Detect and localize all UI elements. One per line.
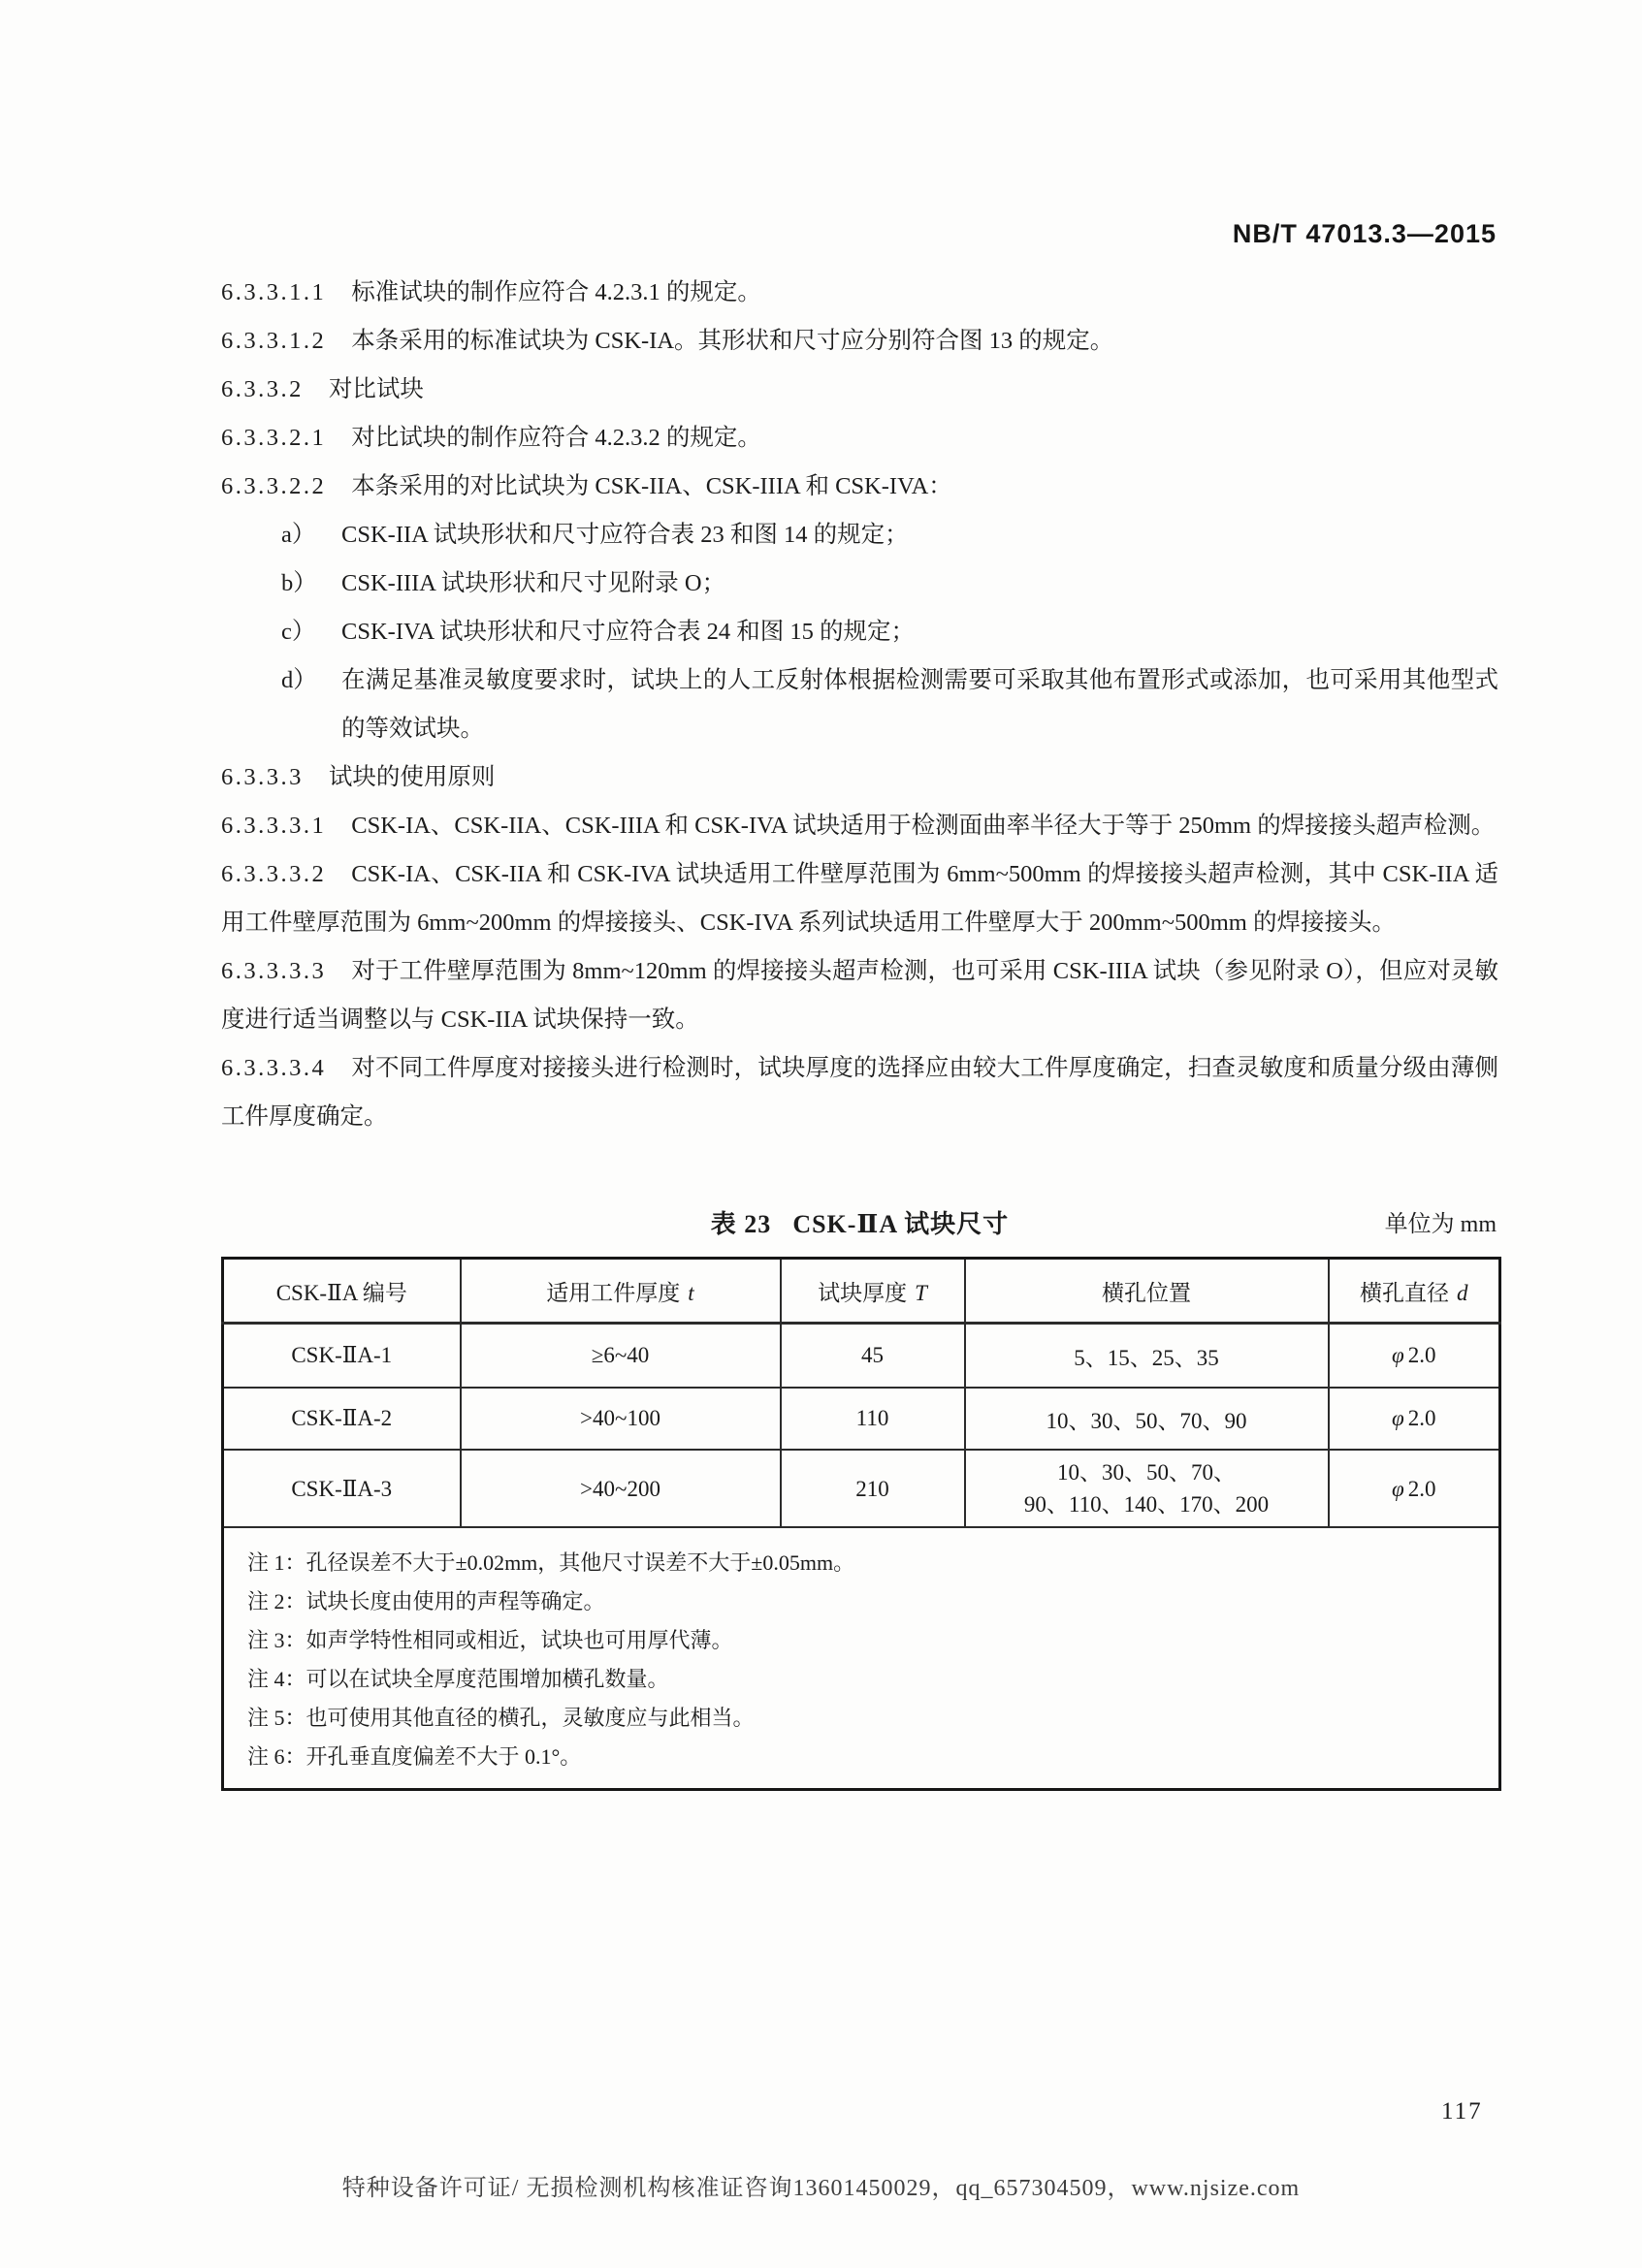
- clause-6.3.3.3.1: [221, 802, 1498, 850]
- cell-hole-diameter: φ 2.0: [1329, 1450, 1500, 1527]
- clause-6.3.3.2.2: [221, 463, 1498, 511]
- clause-number: 6.3.3.3.2: [221, 861, 327, 887]
- table-notes: [223, 1527, 1500, 1790]
- table-label: 表 23: [710, 1210, 772, 1238]
- clause-6.3.3.2: [221, 366, 1498, 414]
- list-text: CSK-IVA 试块形状和尺寸应符合表 24 和图 15 的规定；: [341, 619, 915, 645]
- list-item-c: [221, 608, 1498, 656]
- clause-text: 本条采用的标准试块为 CSK-IA。其形状和尺寸应分别符合图 13 的规定。: [351, 328, 1114, 354]
- list-item-a: [221, 511, 1498, 559]
- clause-text: 对不同工件厚度对接接头进行检测时，试块厚度的选择应由较大工件厚度确定，扫查灵敏度和质量分级由薄侧工件厚度确定。: [221, 1055, 1498, 1130]
- clause-6.3.3.1.2: [221, 317, 1498, 366]
- list-marker: d）: [281, 667, 317, 693]
- table-row: [223, 1450, 1500, 1527]
- col-header-thickness-t: 适用工件厚度 t: [461, 1259, 781, 1324]
- cell-thickness-range: ≥6~40: [461, 1324, 781, 1389]
- col-header-block-thickness: 试块厚度 T: [781, 1259, 965, 1324]
- clause-number: 6.3.3.1.2: [221, 328, 327, 354]
- note-3: 注 3：如声学特性相同或相近，试块也可用厚代薄。: [247, 1628, 733, 1652]
- clause-number: 6.3.3.3: [221, 764, 304, 790]
- note-6: 注 6：开孔垂直度偏差不大于 0.1°。: [247, 1744, 582, 1769]
- list-marker: c）: [281, 619, 316, 645]
- table-header-row: [223, 1259, 1500, 1324]
- clause-text: CSK-IA、CSK-IIA、CSK-IIIA 和 CSK-IVA 试块适用于检测面曲率半径大于等于 250mm 的焊接接头超声检测。: [351, 813, 1496, 839]
- spec-table: [221, 1257, 1501, 1791]
- clause-6.3.3.1.1: [221, 269, 1498, 317]
- table-row: [223, 1324, 1500, 1389]
- list-item-d: [221, 656, 1498, 753]
- cell-thickness-range: >40~200: [461, 1450, 781, 1527]
- clause-number: 6.3.3.3.4: [221, 1055, 327, 1081]
- cell-hole-positions: 10、30、50、70、90: [965, 1388, 1329, 1450]
- cell-block-thickness: 210: [781, 1450, 965, 1527]
- list-text: CSK-IIA 试块形状和尺寸应符合表 23 和图 14 的规定；: [341, 522, 909, 548]
- clause-6.3.3.2.1: [221, 414, 1498, 463]
- page-number: 117: [1441, 2098, 1483, 2124]
- clause-6.3.3.3.4: [221, 1044, 1498, 1141]
- clause-number: 6.3.3.3.3: [221, 958, 327, 984]
- table-caption: [221, 1202, 1498, 1247]
- list-text: 在满足基准灵敏度要求时，试块上的人工反射体根据检测需要可采取其他布置形式或添加，也可采用其他型式的等效试块。: [341, 667, 1498, 742]
- clause-number: 6.3.3.1.1: [221, 279, 327, 305]
- clause-number: 6.3.3.3.1: [221, 813, 327, 839]
- clause-6.3.3.3: [221, 753, 1498, 802]
- body-text: [221, 269, 1498, 1141]
- cell-hole-diameter: φ 2.0: [1329, 1324, 1500, 1389]
- col-header-hole-position: 横孔位置: [965, 1259, 1329, 1324]
- list-item-b: [221, 559, 1498, 608]
- table-title-text: CSK-ⅡA 试块尺寸: [792, 1210, 1010, 1238]
- note-4: 注 4：可以在试块全厚度范围增加横孔数量。: [247, 1667, 669, 1691]
- cell-block-thickness: 45: [781, 1324, 965, 1389]
- clause-text: 试块的使用原则: [328, 764, 496, 790]
- clause-text: 对比试块: [328, 376, 424, 402]
- table-row: [223, 1388, 1500, 1450]
- table-title: [221, 1202, 1498, 1247]
- hole-positions-line1: 10、30、50、70、: [1057, 1460, 1236, 1485]
- clause-text: 标准试块的制作应符合 4.2.3.1 的规定。: [351, 279, 761, 305]
- table-unit: 单位为 mm: [1384, 1212, 1497, 1237]
- clause-text: 对比试块的制作应符合 4.2.3.2 的规定。: [351, 425, 761, 451]
- watermark-text: 特种设备许可证/ 无损检测机构核准证咨询13601450029，qq_657304509，www.njsize.com: [341, 2176, 1301, 2201]
- table-notes-row: [223, 1527, 1500, 1790]
- clause-number: 6.3.3.2.2: [221, 473, 327, 499]
- col-header-hole-diameter: 横孔直径 d: [1329, 1259, 1500, 1324]
- clause-text: 本条采用的对比试块为 CSK-IIA、CSK-IIIA 和 CSK-IVA：: [351, 473, 952, 499]
- list-marker: b）: [281, 570, 317, 596]
- list-marker: a）: [281, 522, 316, 548]
- clause-6.3.3.3.2: [221, 850, 1498, 947]
- clause-number: 6.3.3.2.1: [221, 425, 327, 451]
- cell-id: CSK-ⅡA-3: [223, 1450, 461, 1527]
- col-header-id: CSK-ⅡA 编号: [223, 1259, 461, 1324]
- clause-text: 对于工件壁厚范围为 8mm~120mm 的焊接接头超声检测，也可采用 CSK-IIIA 试块（参见附录 O），但应对灵敏度进行适当调整以与 CSK-IIA 试块保持一致。: [221, 958, 1498, 1033]
- cell-block-thickness: 110: [781, 1388, 965, 1450]
- cell-id: CSK-ⅡA-1: [223, 1324, 461, 1389]
- note-2: 注 2：试块长度由使用的声程等确定。: [247, 1589, 605, 1613]
- hole-positions-line2: 90、110、140、170、200: [1023, 1492, 1270, 1517]
- doc-number: NB/T 47013.3—2015: [1232, 219, 1497, 248]
- note-5: 注 5：也可使用其他直径的横孔，灵敏度应与此相当。: [247, 1706, 755, 1730]
- cell-hole-positions: 5、15、25、35: [965, 1324, 1329, 1389]
- clause-6.3.3.3.3: [221, 947, 1498, 1044]
- clause-number: 6.3.3.2: [221, 376, 304, 402]
- cell-thickness-range: >40~100: [461, 1388, 781, 1450]
- cell-id: CSK-ⅡA-2: [223, 1388, 461, 1450]
- clause-text: CSK-IA、CSK-IIA 和 CSK-IVA 试块适用工件壁厚范围为 6mm~500mm 的焊接接头超声检测，其中 CSK-IIA 适用工件壁厚范围为 6mm~200mm 的焊接接头、CSK-IVA 系列试块适用工件壁厚大于 200mm~500mm 的焊接接头。: [221, 861, 1498, 936]
- list-text: CSK-IIIA 试块形状和尺寸见附录 O；: [341, 570, 726, 596]
- note-1: 注 1：孔径误差不大于±0.02mm，其他尺寸误差不大于±0.05mm。: [247, 1550, 855, 1575]
- cell-hole-diameter: φ 2.0: [1329, 1388, 1500, 1450]
- cell-hole-positions: [965, 1450, 1329, 1527]
